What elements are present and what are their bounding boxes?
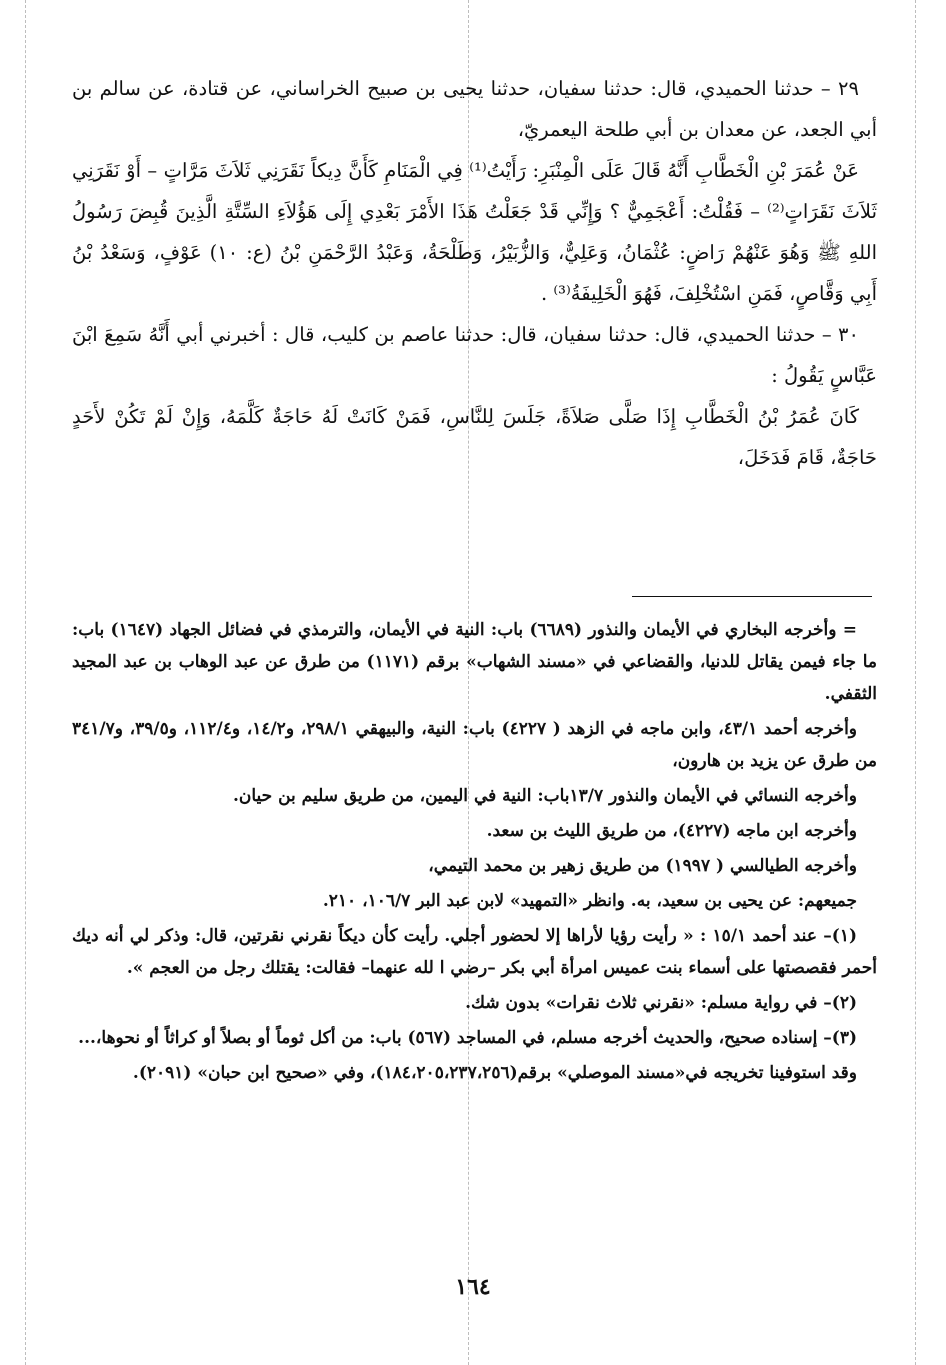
main-text: [72, 68, 877, 478]
footnote-paragraph: وأخرجه الطيالسي ( ١٩٩٧) من طريق زهير بن محمد التيمي،: [428, 856, 857, 876]
page-number: ١٦٤: [455, 1274, 491, 1300]
footnote-divider: [632, 596, 872, 597]
left-margin-guide: [25, 0, 26, 1365]
right-margin-guide: [915, 0, 916, 1365]
footnote-paragraph: وأخرجه النسائي في الأيمان والنذور ١٣/٧باب: النية في اليمين، من طريق سليم بن حيان.: [232, 786, 857, 806]
footnote-paragraph: وأخرجه ابن ماجه (٤٢٢٧)، من طريق الليث بن سعد.: [486, 821, 857, 841]
hadith-29-isnad: ٢٩ – حدثنا الحميدي، قال: حدثنا سفيان، حدثنا يحيى بن صبيح الخراساني، عن قتادة، عن سالم بن أبي الجعد، عن معدان بن أبي طلحة اليعمريّ،: [72, 77, 877, 141]
footnote-continuation: = وأخرجه البخاري في الأيمان والنذور (٦٦٨٩) باب: النية في الأيمان، والترمذي في فضائل الجهاد (١٦٤٧) باب: ما جاء فيمن يقاتل للدنيا، والقضاعي في «مسند الشهاب» برقم (١١٧١) من طرق عن عبد الوهاب بن عبد المجيد الثقفي.: [72, 620, 877, 704]
hadith-30-isnad: ٣٠ – حدثنا الحميدي، قال: حدثنا سفيان، قال: حدثنا عاصم بن كليب، قال : أخبرني أبي أَنَّهُ سَمِعَ ابْنَ عَبَّاسٍ يَقُولُ :: [72, 323, 877, 387]
footnote-1: (١)– عند أحمد ١٥/١ : « رأيت رؤيا لأراها إلا لحضور أجلي. رأيت كأن ديكاً نقرني نقرتين، قال: وذكر لي أنه ديك أحمر فقصصتها على أسماء بنت عميس امرأة أبي بكر –رضي ا لله عنهما– فقالت: يقتلك رجل من العجم ».: [72, 926, 877, 978]
footnote-2: (٢)– في رواية مسلم: «نقرني ثلاث نقرات» بدون شك.: [465, 993, 857, 1013]
hadith-29-matn: عَنْ عُمَرَ بْنِ الْخَطَّابِ أَنَّهُ قَالَ عَلَى الْمِنْبَرِ: رَأَيْتُ⁽¹⁾ فِي الْمَنَامِ كَأَنَّ دِيكاً نَقَرَنِي ثَلاَثَ مَرَّاتٍ – أَوْ نَقَرَنِي ثَلاَثَ نَقَرَاتٍ⁽²⁾ – فَقُلْتُ: أَعْجَمِيٌّ ؟ وَإِنِّي قَدْ جَعَلْتُ هَذَا الأَمْرَ بَعْدِي إِلَى هَؤُلاَءِ السِّتَّةِ الَّذِينَ قُبِضَ رَسُولُ اللهِ ﷺ وَهُوَ عَنْهُمْ رَاضٍ: عُثْمَانُ، وَعَلِيٌّ، وَالزُّبَيْرُ، وَطَلْحَةُ، وَعَبْدُ الرَّحْمَنِ بْنُ (ع: ١٠) عَوْفٍ، وَسَعْدُ بْنُ أَبِي وَقَّاصٍ، فَمَنِ اسْتُخْلِفَ، فَهُوَ الْخَلِيفَةُ⁽³⁾ .: [72, 159, 877, 305]
footnote-3: (٣)– إسناده صحيح، والحديث أخرجه مسلم، في المساجد (٥٦٧) باب: من أكل ثوماً أو بصلاً أو كراثاً أو نحوها،...: [78, 1028, 857, 1048]
footnote-paragraph: وأخرجه أحمد ٤٣/١، وابن ماجه في الزهد ( ٤٢٢٧) باب: النية، والبيهقي ٢٩٨/١، و١٤/٢، و١١٢/٤، و٣٩/٥، و٣٤١/٧ من طرق عن يزيد بن هارون،: [72, 719, 877, 771]
footnotes: [72, 614, 877, 1092]
footnote-3-continuation: وقد استوفينا تخريجه في«مسند الموصلي» برقم(١٨٤،٢٠٥،٢٣٧،٢٥٦)، وفي «صحيح ابن حبان» (٢٠٩١).: [132, 1063, 857, 1083]
hadith-30-matn: كَانَ عُمَرُ بْنُ الْخَطَّابِ إِذَا صَلَّى صَلاَةً، جَلَسَ لِلنَّاسِ، فَمَنْ كَانَتْ لَهُ حَاجَةٌ كَلَّمَهُ، وَإِنْ لَمْ تَكُنْ لأَحَدٍ حَاجَةٌ، قَامَ فَدَخَلَ،: [72, 405, 877, 469]
footnote-paragraph: جميعهم: عن يحيى بن سعيد، به. وانظر «التمهيد» لابن عبد البر ١٠٦/٧، ٢١٠.: [322, 891, 857, 911]
